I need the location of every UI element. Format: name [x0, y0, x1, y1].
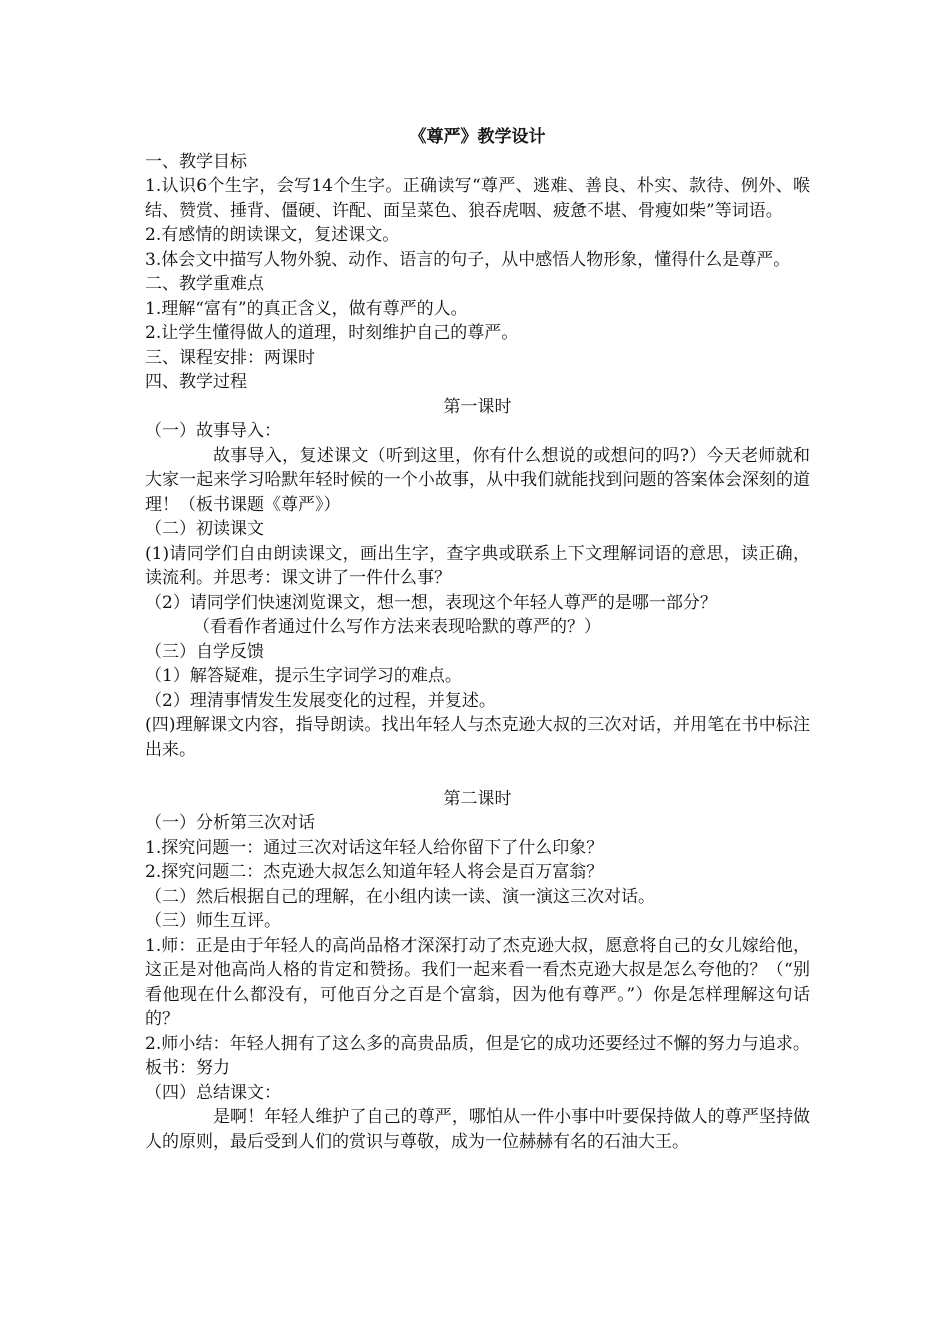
lesson1-step4: (四)理解课文内容，指导朗读。找出年轻人与杰克逊大叔的三次对话，并用笔在书中标注出来。 [145, 715, 810, 760]
spacer [145, 762, 810, 787]
key-point-1: 1.理解“富有”的真正含义，做有尊严的人。 [145, 298, 468, 319]
document-page [145, 120, 810, 1154]
lesson2-step4-body: 是啊！年轻人维护了自己的尊严，哪怕从一件小事中叶要保持做人的尊严坚持做人的原则，最后受到人们的赏识与尊敬，成为一位赫赫有名的石油大王。 [145, 1107, 810, 1152]
lesson1-heading: 第一课时 [443, 396, 512, 417]
lesson1-step1-body: 故事导入，复述课文（听到这里，你有什么想说的或想问的吗?）今天老师就和大家一起来学习哈默年轻时候的一个小故事，从中我们就能找到问题的答案体会深刻的道理！（板书课题《尊严》） [145, 445, 810, 515]
lesson1-step2-item1: (1)请同学们自由朗读课文，画出生字，查字典或联系上下文理解词语的意思，读正确，读流利。并思考：课文讲了一件什么事？ [145, 543, 810, 588]
lesson2-step3-item2: 2.师小结：年轻人拥有了这么多的高贵品质，但是它的成功还要经过不懈的努力与追求。板书：努力 [145, 1033, 810, 1078]
section-heading-schedule: 三、课程安排：两课时 [145, 347, 315, 368]
lesson1-step2-heading: （二）初读课文 [145, 519, 264, 539]
lesson2-step3-item1: 1.师：正是由于年轻人的高尚品格才深深打动了杰克逊大叔，愿意将自己的女儿嫁给他，这正是对他高尚人格的肯定和赞扬。我们一起来看一看杰克逊大叔是怎么夸他的？（“别看他现在什么都没有，可他百分之百是个富翁，因为他有尊严。”）你是怎样理解这句话的？ [145, 935, 810, 1029]
objective-2: 2.有感情的朗读课文，复述课文。 [145, 225, 400, 245]
objective-3: 3.体会文中描写人物外貌、动作、语言的句子，从中感悟人物形象，懂得什么是尊严。 [145, 249, 791, 270]
section-heading-key-points: 二、教学重难点 [145, 274, 264, 294]
lesson2-heading: 第二课时 [443, 788, 512, 809]
lesson1-step3-heading: （三）自学反馈 [145, 641, 264, 662]
lesson2-step1-item2: 2.探究问题二：杰克逊大叔怎么知道年轻人将会是百万富翁？ [145, 862, 604, 882]
section-heading-process: 四、教学过程 [145, 372, 247, 392]
lesson1-step2-item3: （看看作者通过什么写作方法来表现哈默的尊严的？） [193, 617, 601, 637]
lesson2-step1-item1: 1.探究问题一：通过三次对话这年轻人给你留下了什么印象？ [145, 837, 604, 858]
lesson1-step3-item2: （2）理清事情发生发展变化的过程，并复述。 [145, 690, 496, 711]
lesson1-step1-heading: （一）故事导入： [145, 421, 281, 441]
key-point-2: 2.让学生懂得做人的道理，时刻维护自己的尊严。 [145, 323, 519, 343]
objective-1: 1.认识6个生字，会写14个生字。正确读写“尊严、逃难、善良、朴实、款待、例外、喉结、赞赏、捶背、僵硬、许配、面呈菜色、狼吞虎咽、疲惫不堪、骨瘦如柴”等词语。 [145, 176, 810, 221]
lesson2-step3-heading: （三）师生互评。 [145, 911, 281, 931]
lesson2-step1-heading: （一）分析第三次对话 [145, 813, 315, 833]
section-heading-objectives: 一、教学目标 [145, 151, 247, 172]
document-title: 《尊严》教学设计 [409, 127, 546, 147]
lesson2-step2: （二）然后根据自己的理解，在小组内读一读、演一演这三次对话。 [145, 886, 655, 907]
lesson1-step3-item1: （1）解答疑难，提示生字词学习的难点。 [145, 666, 462, 686]
lesson2-step4-heading: （四）总结课文： [145, 1082, 281, 1103]
lesson1-step2-item2: （2）请同学们快速浏览课文，想一想，表现这个年轻人尊严的是哪一部分？ [145, 592, 717, 613]
